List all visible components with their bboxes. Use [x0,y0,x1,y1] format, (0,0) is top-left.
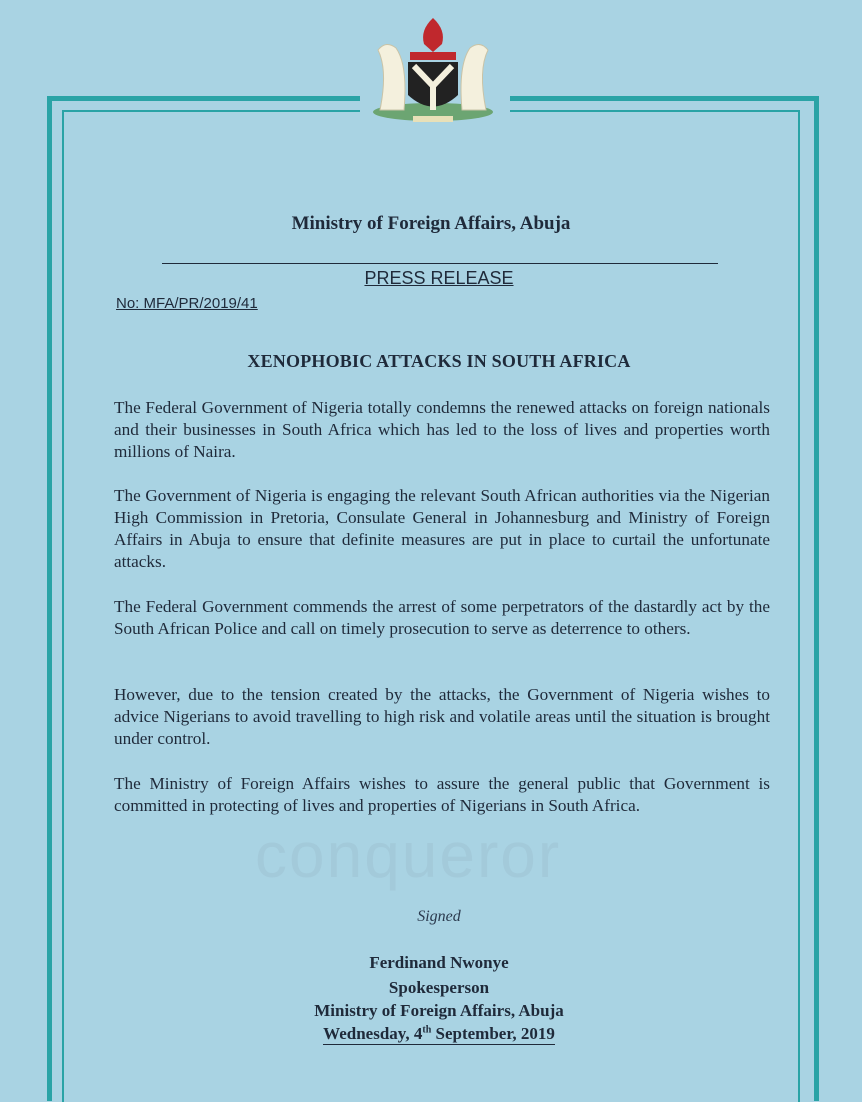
release-date [0,1024,862,1044]
date-suffix: September, 2019 [431,1024,555,1043]
paragraph-1: The Federal Government of Nigeria totally condemns the renewed attacks on foreign nationals and their businesses in South Africa which has led to the loss of lives and properties worth millions of Naira. [114,398,770,461]
paragraph-4: However, due to the tension created by the attacks, the Government of Nigeria wishes to advice Nigerians to avoid travelling to high risk and volatile areas until the situation is brought under control. [114,685,770,748]
paragraph-5: The Ministry of Foreign Affairs wishes to assure the general public that Government is committed in protecting of lives and properties of Nigerians in South Africa. [114,774,770,815]
signed-label: Signed [417,908,461,925]
paragraph-3: The Federal Government commends the arrest of some perpetrators of the dastardly act by the South African Police and call on timely prosecution to serve as deterrence to others. [114,597,770,638]
reference-number: No: MFA/PR/2019/41 [116,295,258,312]
signatory-role: Spokesperson [388,978,490,997]
document-title: XENOPHOBIC ATTACKS IN SOUTH AFRICA [247,351,631,371]
nigeria-coat-of-arms-icon [358,10,508,130]
signatory-name: Ferdinand Nwonye [369,953,509,972]
date-ordinal: th [422,1024,432,1036]
paragraph-2: The Government of Nigeria is engaging the relevant South African authorities via the Nigerian High Commission in Pretoria, Consulate General in Johannesburg and Ministry of Foreign Affairs in Abuja to ensure that definite measures are put in place to curtail the unfortunate attacks. [114,486,770,571]
ministry-heading: Ministry of Foreign Affairs, Abuja [291,213,571,234]
header-divider [162,263,718,264]
press-release-label: PRESS RELEASE [364,268,514,288]
signatory-ministry: Ministry of Foreign Affairs, Abuja [314,1001,564,1020]
watermark: conqueror [255,819,562,891]
date-prefix: Wednesday, 4 [323,1024,423,1043]
